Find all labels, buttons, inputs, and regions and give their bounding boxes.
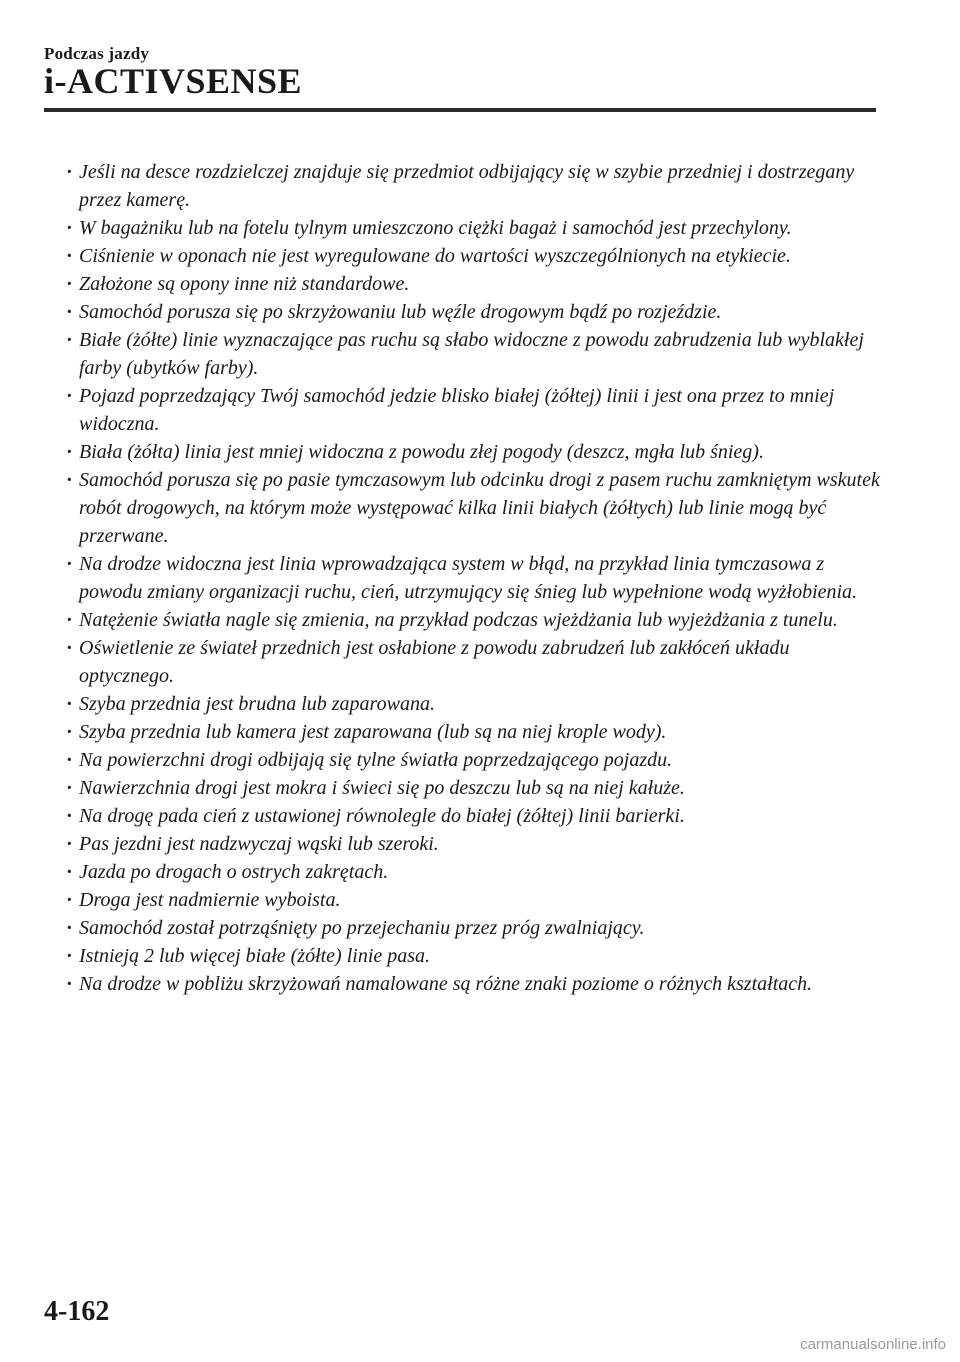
list-item: · W bagażniku lub na fotelu tylnym umieszczono ciężki bagaż i samochód jest przechylony. <box>66 214 886 242</box>
list-item: · Nawierzchnia drogi jest mokra i świeci się po deszczu lub są na niej kałuże. <box>66 774 886 802</box>
list-item: · Samochód porusza się po pasie tymczasowym lub odcinku drogi z pasem ruchu zamkniętym wskutek robót drogowych, na którym może występować kilka linii białych (żółtych) lub linie mogą być przerwane. <box>66 466 886 550</box>
list-item: · Na drodze w pobliżu skrzyżowań namalowane są różne znaki poziome o różnych kształtach. <box>66 970 886 998</box>
list-item: · Pojazd poprzedzający Twój samochód jedzie blisko białej (żółtej) linii i jest ona przez to mniej widoczna. <box>66 382 886 438</box>
list-item: · Istnieją 2 lub więcej białe (żółte) linie pasa. <box>66 942 886 970</box>
page-title: i-ACTIVSENSE <box>44 61 303 101</box>
list-item: · Biała (żółta) linia jest mniej widoczna z powodu złej pogody (deszcz, mgła lub śnieg). <box>66 438 886 466</box>
page-number: 4-162 <box>44 1296 110 1327</box>
list-item: · Droga jest nadmiernie wyboista. <box>66 886 886 914</box>
list-item: · Na drodze widoczna jest linia wprowadzająca system w błąd, na przykład linia tymczasowa z powodu zmiany organizacji ruchu, cień, utrzymujący się śnieg lub wypełnione wodą wyżłobienia. <box>66 550 886 606</box>
section-label: Podczas jazdy <box>44 44 150 63</box>
list-item: · Pas jezdni jest nadzwyczaj wąski lub szeroki. <box>66 830 886 858</box>
list-item: · Oświetlenie ze świateł przednich jest osłabione z powodu zabrudzeń lub zakłóceń układu optycznego. <box>66 634 886 690</box>
title-divider <box>44 108 876 112</box>
list-item: · Szyba przednia lub kamera jest zaparowana (lub są na niej krople wody). <box>66 718 886 746</box>
list-item: · Natężenie światła nagle się zmienia, na przykład podczas wjeżdżania lub wyjeżdżania z tunelu. <box>66 606 886 634</box>
list-item: · Samochód został potrząśnięty po przejechaniu przez próg zwalniający. <box>66 914 886 942</box>
list-item: · Ciśnienie w oponach nie jest wyregulowane do wartości wyszczególnionych na etykiecie. <box>66 242 886 270</box>
list-item: · Samochód porusza się po skrzyżowaniu lub węźle drogowym bądź po rozjeździe. <box>66 298 886 326</box>
condition-list <box>66 158 886 998</box>
list-item: · Na drogę pada cień z ustawionej równolegle do białej (żółtej) linii barierki. <box>66 802 886 830</box>
list-item: · Jeśli na desce rozdzielczej znajduje się przedmiot odbijający się w szybie przedniej i dostrzegany przez kamerę. <box>66 158 886 214</box>
watermark: carmanualsonline.info <box>800 1336 946 1353</box>
list-item: · Na powierzchni drogi odbijają się tylne światła poprzedzającego pojazdu. <box>66 746 886 774</box>
list-item: · Założone są opony inne niż standardowe. <box>66 270 886 298</box>
list-item: · Jazda po drogach o ostrych zakrętach. <box>66 858 886 886</box>
list-item: · Białe (żółte) linie wyznaczające pas ruchu są słabo widoczne z powodu zabrudzenia lub wyblakłej farby (ubytków farby). <box>66 326 886 382</box>
list-item: · Szyba przednia jest brudna lub zaparowana. <box>66 690 886 718</box>
